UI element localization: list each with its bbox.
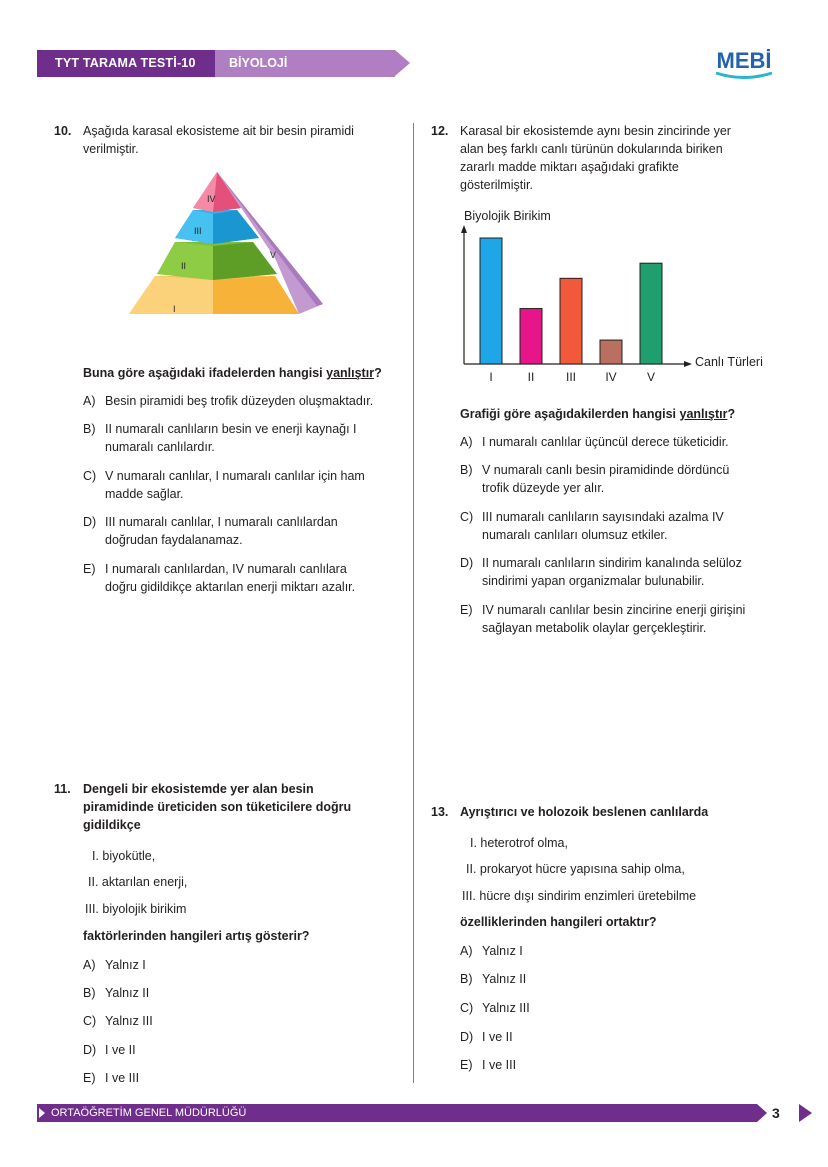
- q10-option-b[interactable]: B) II numaralı canlıların besin ve enerji kaynağı I numaralı canlılardır.: [83, 422, 357, 454]
- q12-option-d[interactable]: D) II numaralı canlıların sindirim kanalında selüloz sindirimi yapan organizmalar bulunabilir.: [460, 556, 742, 588]
- label-iv: IV: [207, 194, 216, 204]
- tick-label-iv: IV: [605, 370, 617, 384]
- bar-iii: [560, 278, 582, 364]
- bar-v: [640, 263, 662, 364]
- q11-item-1: I. biyokütle,: [92, 849, 156, 863]
- subject-title: BİYOLOJİ: [215, 50, 395, 77]
- footer-arrow: [757, 1104, 767, 1122]
- column-divider: [413, 123, 414, 1083]
- q12-stem: Grafiği göre aşağıdakilerden hangisi yanlıştır?: [460, 407, 736, 421]
- q13-option-b[interactable]: B) Yalnız II: [460, 972, 527, 986]
- q12-option-b[interactable]: B) V numaralı canlı besin piramidinde dördüncü trofik düzeyde yer alır.: [460, 463, 730, 495]
- q13-item-2: II. prokaryot hücre yapısına sahip olma,: [466, 862, 685, 876]
- chart-xlabel: Canlı Türleri: [695, 355, 763, 369]
- tick-label-ii: II: [527, 370, 535, 384]
- q13-option-c[interactable]: C) Yalnız III: [460, 1001, 530, 1015]
- label-ii: II: [181, 261, 187, 271]
- q10-text: Aşağıda karasal ekosisteme ait bir besin piramidi verilmiştir.: [83, 124, 354, 156]
- q11-option-c[interactable]: C) Yalnız III: [83, 1014, 153, 1028]
- label-i: I: [173, 304, 176, 314]
- label-v: V: [270, 250, 277, 260]
- q11-item-2: II. aktarılan enerji,: [88, 875, 188, 889]
- q11-text: Dengeli bir ekosistemde yer alan besin piramidinde üreticiden son tüketicilere doğru gidildikçe: [83, 782, 352, 832]
- chart-ylabel: Biyolojik Birikim: [464, 209, 551, 223]
- q12-number: 12.: [431, 124, 449, 138]
- q10-stem: Buna göre aşağıdaki ifadelerden hangisi yanlıştır?: [83, 366, 382, 380]
- q10-option-d[interactable]: D) III numaralı canlılar, I numaralı canlılardan doğrudan faydalanamaz.: [83, 515, 338, 547]
- q13-number: 13.: [431, 805, 449, 819]
- bar-iv: [600, 340, 622, 364]
- q11-option-d[interactable]: D) I ve II: [83, 1043, 136, 1057]
- q13-stem: özelliklerinden hangileri ortaktır?: [460, 915, 657, 929]
- q12-text: Karasal bir ekosistemde aynı besin zincirinde yer alan beş farklı canlı türünün dokularında biriken zararlı madde miktarı aşağıdaki grafikte gösterilmiştir.: [460, 124, 731, 192]
- header-arrow: [395, 50, 410, 76]
- q12-option-e[interactable]: E) IV numaralı canlılar besin zincirine enerji girişini sağlayan metabolik olaylar gerçekleştirir.: [460, 603, 746, 635]
- q11-option-b[interactable]: B) Yalnız II: [83, 986, 150, 1000]
- food-pyramid: [125, 168, 330, 348]
- logo-text: MEBİ: [716, 48, 772, 73]
- label-iii: III: [194, 226, 202, 236]
- x-axis-arrow: [684, 361, 692, 367]
- y-axis-arrow: [461, 225, 467, 233]
- q10-option-a[interactable]: A) Besin piramidi beş trofik düzeyden oluşmaktadır.: [83, 394, 374, 408]
- q13-option-d[interactable]: D) I ve II: [460, 1030, 513, 1044]
- tick-label-i: I: [489, 370, 493, 384]
- q11-option-e[interactable]: E) I ve III: [83, 1071, 140, 1085]
- q13-item-1: I. heterotrof olma,: [470, 836, 568, 850]
- bar-ii: [520, 309, 542, 364]
- tick-label-v: V: [646, 370, 656, 384]
- q12-option-c[interactable]: C) III numaralı canlıların sayısındaki azalma IV numaralı canlıları olumsuz etkiler.: [460, 510, 724, 542]
- q10-number: 10.: [54, 124, 72, 138]
- footer-bar: ORTAÖĞRETİM GENEL MÜDÜRLÜĞÜ: [37, 1104, 757, 1122]
- q13-item-3: III. hücre dışı sindirim enzimleri üretebilme: [462, 889, 697, 903]
- q11-number: 11.: [54, 782, 71, 796]
- q11-item-3: III. biyolojik birikim: [85, 902, 187, 916]
- q12-option-a[interactable]: A) I numaralı canlılar üçüncül derece tüketicidir.: [460, 435, 729, 449]
- q10-option-e[interactable]: E) I numaralı canlılardan, IV numaralı canlılara doğru gidildikçe aktarılan enerji miktarı azalır.: [83, 562, 356, 594]
- test-title: TYT TARAMA TESTİ-10: [37, 50, 215, 77]
- mebi-logo: [711, 46, 777, 82]
- q11-stem: faktörlerinden hangileri artış gösterir?: [83, 929, 310, 943]
- bar-i: [480, 238, 502, 364]
- q10-option-c[interactable]: C) V numaralı canlılar, I numaralı canlılar için ham madde sağlar.: [83, 469, 365, 501]
- q13-option-a[interactable]: A) Yalnız I: [460, 944, 523, 958]
- footer-chevron-icon: [39, 1108, 45, 1118]
- q13-option-e[interactable]: E) I ve III: [460, 1058, 517, 1072]
- bioaccumulation-chart: [440, 200, 780, 390]
- footer-page-arrow: [799, 1104, 812, 1122]
- page-number: 3: [772, 1105, 780, 1121]
- q13-text: Ayrıştırıcı ve holozoik beslenen canlılarda: [460, 805, 709, 819]
- tick-label-iii: III: [565, 370, 577, 384]
- q11-option-a[interactable]: A) Yalnız I: [83, 958, 146, 972]
